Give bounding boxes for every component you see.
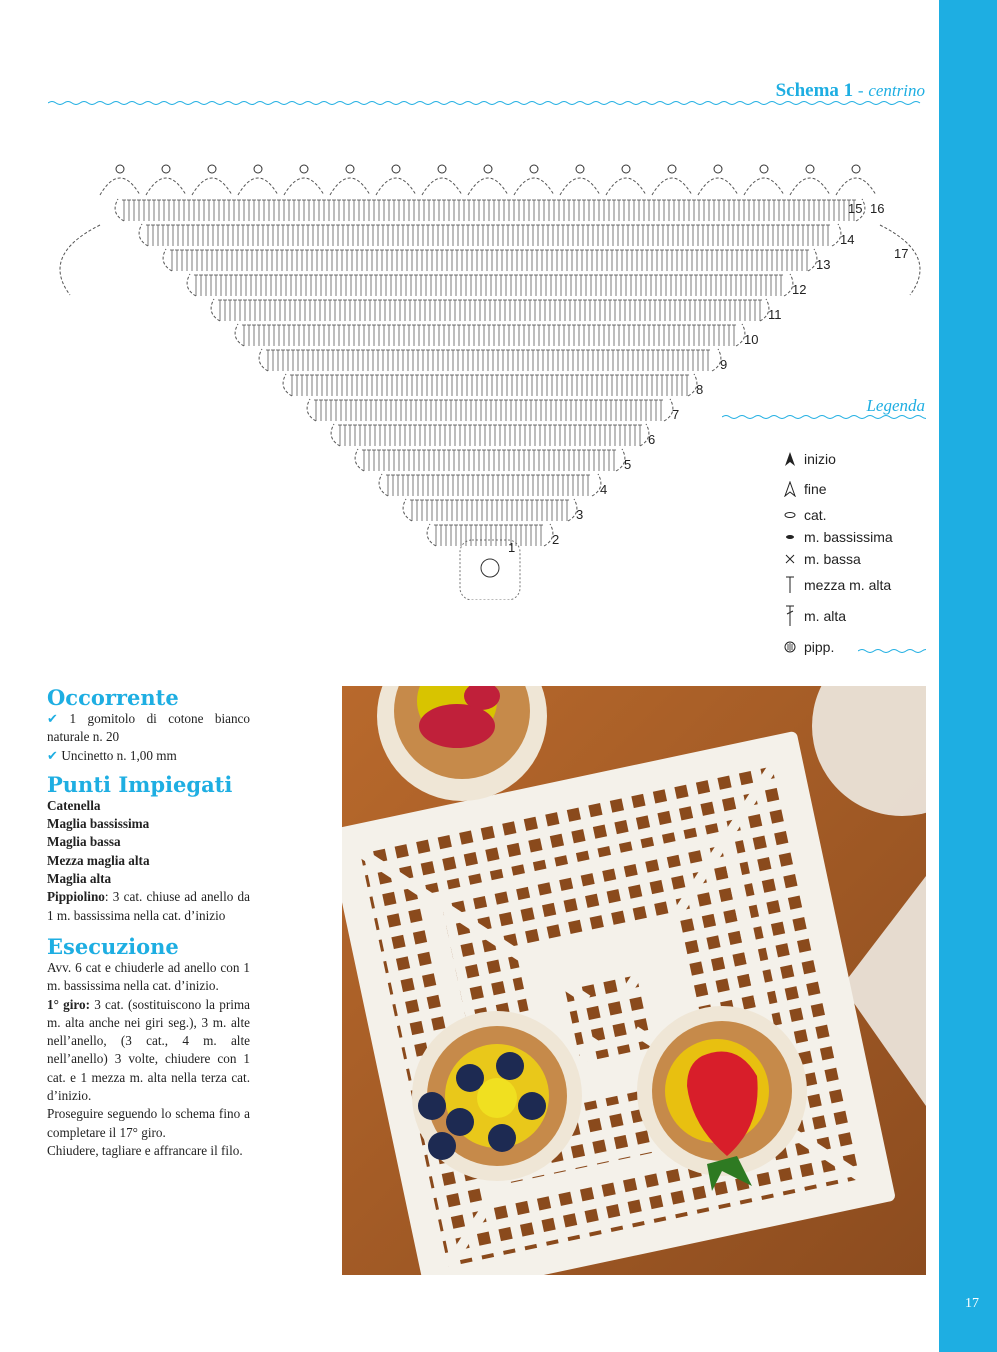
punto-item: Mezza maglia alta	[47, 852, 150, 868]
legend-item-inizio	[776, 444, 893, 474]
pippiolino-term: Pippiolino	[47, 889, 105, 905]
round-number: 4	[600, 482, 608, 497]
photo-illustration	[342, 686, 926, 1275]
picot-scallop	[146, 178, 186, 195]
check-icon: ✔	[47, 747, 59, 763]
giro-text: 3 cat. (sostituiscono la prima m. alta anche nei giri seg.), 3 m. alte nell’anello, (3 cat., 4 m. alte nell’anello) 3 volte, chiudere con 1 cat. e 1 mezza m. alta nella terza cat. d’inizio.	[47, 996, 250, 1104]
occorrente-item-text: Uncinetto n. 1,00 mm	[61, 747, 177, 763]
round-number: 6	[648, 432, 656, 447]
round-number: 1	[508, 540, 516, 555]
occorrente-item	[47, 710, 250, 747]
legend-label: inizio	[804, 451, 836, 467]
esecuzione-chiudere: Chiudere, tagliare e affrancare il filo.	[47, 1142, 243, 1158]
picot	[622, 165, 630, 173]
picot-scallop	[376, 178, 416, 195]
legend	[776, 444, 893, 662]
picot	[208, 165, 216, 173]
picot-scallop	[514, 178, 554, 195]
schema-subtitle: centrino	[868, 81, 925, 100]
picot-scallop	[422, 178, 462, 195]
outline-arrow-icon	[783, 481, 797, 497]
punto-item: Maglia bassa	[47, 834, 121, 850]
schema-title-main: Schema 1	[775, 80, 854, 101]
side-bar	[939, 0, 997, 1352]
occorrente-heading: Occorrente	[47, 685, 179, 710]
punto-item: Catenella	[47, 797, 101, 813]
check-icon: ✔	[47, 711, 59, 726]
round-number: 15	[848, 201, 863, 216]
round-number: 10	[744, 332, 759, 347]
picot-icon	[783, 640, 797, 654]
round-15	[115, 199, 865, 221]
picot	[254, 165, 262, 173]
legend-item-cat	[776, 504, 893, 526]
picot-scallop	[100, 178, 140, 195]
half-double-icon	[783, 575, 797, 595]
round-10	[235, 324, 745, 346]
legend-item-m-bassissima	[776, 526, 893, 548]
picot	[438, 165, 446, 173]
schema-title	[776, 80, 925, 102]
round-number: 17	[894, 246, 909, 261]
filled-arrow-icon	[783, 451, 797, 467]
chain-oval-icon	[783, 510, 797, 520]
round-number: 14	[840, 232, 855, 247]
esecuzione-intro: Avv. 6 cat e chiuderle ad anello con 1 m. bassissima nella cat. d’inizio.	[47, 959, 250, 994]
legend-item-pipp	[776, 632, 893, 662]
picot	[760, 165, 768, 173]
punto-item: Maglia bassissima	[47, 816, 150, 832]
picot	[116, 165, 124, 173]
round-number: 8	[696, 382, 704, 397]
legend-item-fine	[776, 474, 893, 504]
round-number: 5	[624, 457, 632, 472]
punto-item: Maglia alta	[47, 871, 112, 887]
round-14	[139, 224, 841, 246]
legend-label: m. alta	[804, 608, 847, 624]
slip-stitch-icon	[783, 532, 797, 542]
legend-label: pipp.	[804, 639, 835, 655]
round-7	[307, 399, 673, 421]
picot	[576, 165, 584, 173]
page-number: 17	[965, 1296, 979, 1311]
picot	[162, 165, 170, 173]
legend-label: mezza m. alta	[804, 577, 892, 593]
picot-scallop	[560, 178, 600, 195]
picot-scallop	[284, 178, 324, 195]
round-9	[259, 349, 721, 371]
legend-label: m. bassissima	[804, 529, 893, 545]
round-2	[427, 524, 553, 546]
picot-scallop	[790, 178, 830, 195]
picot-scallop	[238, 178, 278, 195]
round-6	[331, 424, 649, 446]
round-5	[355, 449, 625, 471]
legend-item-m-bassa	[776, 548, 893, 570]
round-12	[187, 274, 793, 296]
picot	[714, 165, 722, 173]
picot-scallop	[468, 178, 508, 195]
legend-title: Legenda	[866, 396, 925, 415]
legend-item-m-alta	[776, 600, 893, 632]
picot	[392, 165, 400, 173]
occorrente-item	[47, 747, 250, 765]
blueberry-tart	[412, 1011, 582, 1181]
round-number: 12	[792, 282, 807, 297]
esecuzione-proseguire: Proseguire seguendo lo schema fino a completare il 17° giro.	[47, 1106, 250, 1140]
round-3	[403, 499, 577, 521]
round-number: 13	[816, 257, 831, 272]
picot	[806, 165, 814, 173]
picot-scallop	[836, 178, 876, 195]
round-number: 16	[870, 201, 885, 216]
left-edge-loop	[60, 225, 100, 295]
punti-heading: Punti Impiegati	[47, 771, 233, 797]
picot-scallop	[606, 178, 646, 195]
center-ring	[481, 559, 499, 577]
picot-scallop	[744, 178, 784, 195]
picot-scallop	[698, 178, 738, 195]
round-number: 7	[672, 407, 680, 422]
schema-divider	[48, 100, 926, 106]
main-doily	[342, 731, 896, 1275]
text-column	[47, 686, 250, 1160]
picot	[530, 165, 538, 173]
round-4	[379, 474, 601, 496]
doily-photo	[342, 686, 926, 1275]
legend-label: cat.	[804, 507, 827, 523]
round-number: 9	[720, 357, 728, 372]
picot	[484, 165, 492, 173]
picot	[668, 165, 676, 173]
legend-divider	[722, 414, 926, 420]
picot-scallop	[330, 178, 370, 195]
round-number: 11	[768, 307, 782, 322]
pippiolino-item	[47, 888, 250, 925]
legend-item-mezza-m-alta	[776, 570, 893, 600]
occorrente-item-text: 1 gomitolo di cotone bianco naturale n. 20	[47, 711, 251, 745]
legend-label: fine	[804, 481, 827, 497]
picot	[300, 165, 308, 173]
pippiolino-desc: : 3 cat. chiuse ad anello da 1 m. bassissima nella cat. d’inizio	[47, 889, 250, 923]
schema-title-sep: -	[857, 81, 864, 100]
esecuzione-heading: Esecuzione	[47, 933, 179, 959]
round-8	[283, 374, 697, 396]
giro-label: 1° giro:	[47, 996, 90, 1012]
double-crochet-icon	[783, 604, 797, 628]
legend-label: m. bassa	[804, 551, 861, 567]
picot-scallop	[652, 178, 692, 195]
round-number: 3	[576, 507, 584, 522]
round-11	[211, 299, 769, 321]
picot	[346, 165, 354, 173]
esecuzione-giro	[47, 996, 250, 1106]
round-number: 2	[552, 532, 560, 547]
cross-icon	[783, 553, 797, 565]
picot	[852, 165, 860, 173]
picot-scallop	[192, 178, 232, 195]
round-13	[163, 249, 817, 271]
